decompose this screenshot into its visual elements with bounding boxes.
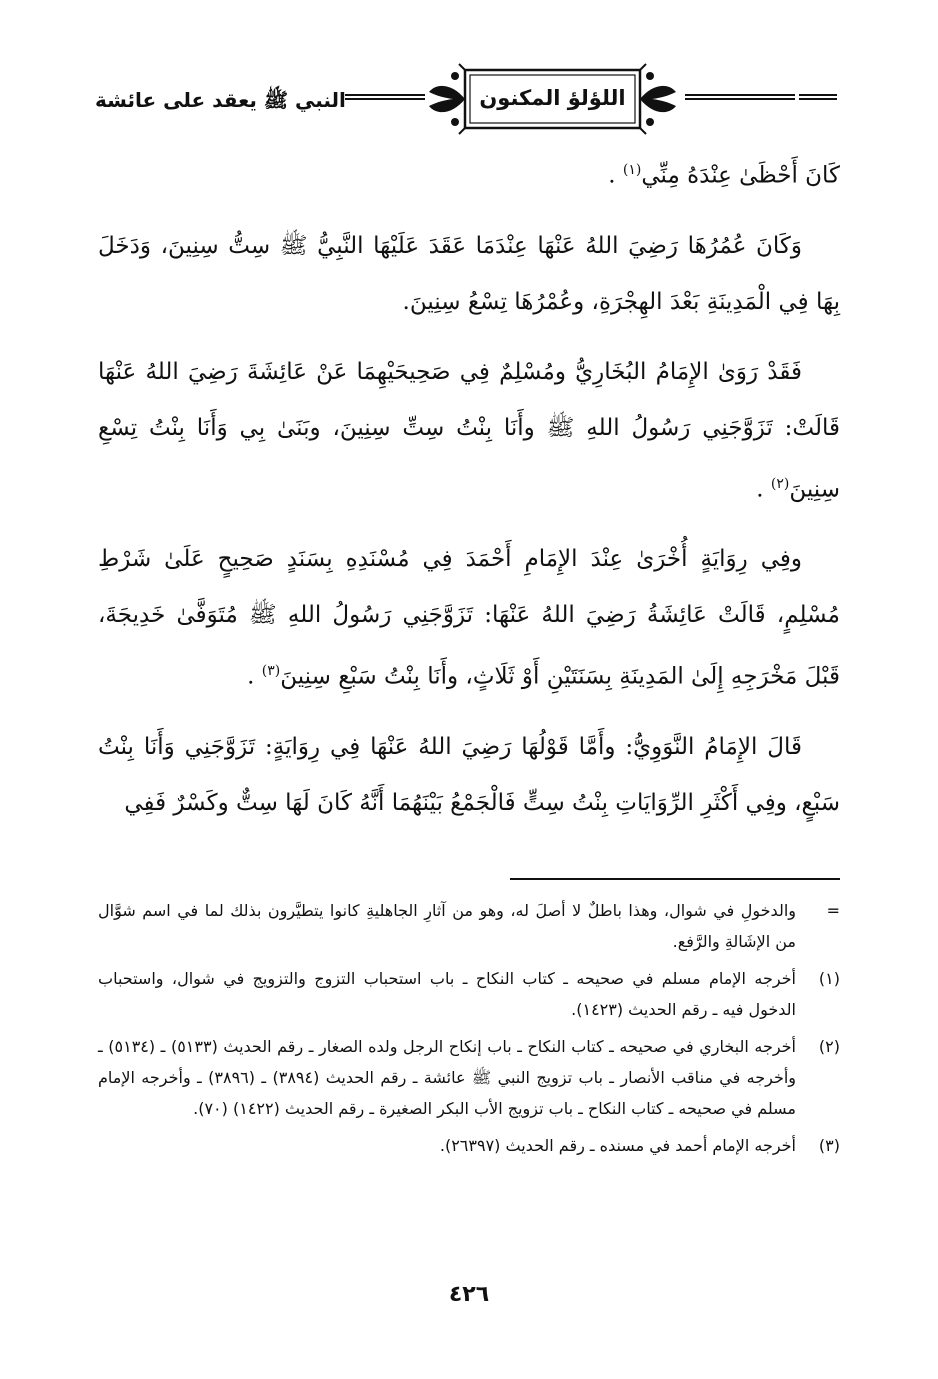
paragraph	[98, 531, 840, 705]
paragraph-end: .	[608, 162, 623, 189]
footnote-text: والدخولِ في شوال، وهذا باطلٌ لا أصلَ له، وهو من آثارِ الجاهليةِ كانوا يتطيَّرون بذلك لما في اسم شوَّال من الإشَالةِ والرَّفع.	[98, 901, 796, 951]
paragraph-text: وفِي رِوَايَةٍ أُخْرَىٰ عِنْدَ الإِمَامِ أَحْمَدَ فِي مُسْنَدِهِ بِسَنَدٍ صَحِيحٍ عَلَىٰ شَرْطِ مُسْلِمٍ، قَالَتْ عَائِشَةُ رَضِيَ اللهُ عَنْهَا: تَزَوَّجَنِي رَسُولُ اللهِ ﷺ مُتَوَفَّىٰ خَدِيجَةَ، قَبْلَ مَخْرَجِهِ إِلَىٰ المَدِينَةِ بِسَنَتَيْنِ أَوْ ثَلَاثٍ، وأَنَا بِنْتُ سَبْعِ سِنِينَ	[98, 546, 840, 690]
footnote-marker: (١)	[818, 969, 840, 988]
footnote-text: أخرجه البخاري في صحيحه ـ كتاب النكاح ـ باب إنكاح الرجل ولده الصغار ـ رقم الحديث (٥١٣٣) ـ (٥١٣٤) ـ وأخرجه في مناقب الأنصار ـ باب تزويج النبي ﷺ عائشة ـ رقم الحديث (٣٨٩٤) ـ (٣٨٩٦) ـ وأخرجه الإمام مسلم في صحيحه ـ كتاب النكاح ـ باب تزويج الأب البكر الصغيرة ـ رقم الحديث (١٤٢٢) (٧٠).	[98, 1037, 797, 1118]
paragraph-text: كَانَ أَحْظَىٰ عِنْدَهُ مِنِّي	[641, 162, 840, 189]
paragraph-text: قَالَ الإِمَامُ النَّوَوِيُّ: وأَمَّا قَوْلُهَا رَضِيَ اللهُ عَنْهَا فِي رِوَايَةٍ: تَزَوَّجَنِي وَأَنَا بِنْتُ سَبْعٍ، وفِي أَكْثَرِ الرِّوَايَاتِ بِنْتُ سِتٍّ فَالْجَمْعُ بَيْنَهُمَا أَنَّهُ كَانَ لَهَا سِتٌّ وكَسْرٌ فَفِي	[98, 733, 840, 816]
footnote-ref: (٣)	[261, 663, 281, 680]
footnote	[98, 1130, 840, 1161]
footnote-marker: =	[826, 901, 840, 920]
paragraph-end: .	[756, 476, 771, 503]
footnote-text: أخرجه الإمام مسلم في صحيحه ـ كتاب النكاح ـ باب استحباب التزوج والتزويج في شوال، واستحباب الدخول فيه ـ رقم الحديث (١٤٢٣).	[98, 969, 796, 1019]
footnote	[98, 1031, 840, 1124]
paragraph-end: .	[247, 663, 262, 690]
paragraph-text: فَقَدْ رَوَىٰ الإِمَامُ البُخَارِيُّ ومُسْلِمٌ فِي صَحِيحَيْهِمَا عَنْ عَائِشَةَ رَضِيَ اللهُ عَنْهَا قَالَتْ: تَزَوَّجَنِي رَسُولُ اللهِ ﷺ وأَنَا بِنْتُ سِتِّ سِنِينَ، وبَنَىٰ بِي وَأَنَا بِنْتُ تِسْعِ سِنِينَ	[98, 358, 840, 503]
book-title-cartouche	[425, 62, 680, 136]
header-rule-left	[345, 94, 425, 100]
footnote-ref: (١)	[622, 162, 642, 178]
footnote-ref: (٢)	[770, 475, 790, 492]
paragraph	[98, 218, 840, 330]
footnote-marker: (٢)	[818, 1037, 840, 1056]
footnote	[98, 895, 840, 957]
paragraph	[98, 142, 840, 204]
paragraph	[98, 719, 840, 831]
footnote-marker: (٣)	[818, 1136, 840, 1155]
book-title: اللؤلؤ المكنون	[479, 86, 626, 110]
body-text	[98, 142, 840, 845]
footnote-divider	[510, 878, 840, 880]
running-header	[95, 58, 840, 142]
page-number: ٤٢٦	[448, 1282, 490, 1307]
chapter-title: النبي ﷺ يعقد على عائشة	[95, 88, 346, 112]
header-rule-short	[799, 94, 837, 100]
header-rule-right	[685, 94, 795, 100]
paragraph-text: وَكَانَ عُمُرُهَا رَضِيَ اللهُ عَنْهَا عِنْدَمَا عَقَدَ عَلَيْهَا النَّبِيُّ ﷺ سِتُّ سِنِينَ، وَدَخَلَ بِهَا فِي الْمَدِينَةِ بَعْدَ الهِجْرَةِ، وعُمْرُهَا تِسْعُ سِنِينَ.	[98, 232, 840, 315]
footnote	[98, 963, 840, 1025]
footnote-text: أخرجه الإمام أحمد في مسنده ـ رقم الحديث (٢٦٣٩٧).	[439, 1136, 796, 1155]
footnotes	[98, 895, 840, 1167]
paragraph	[98, 344, 840, 518]
